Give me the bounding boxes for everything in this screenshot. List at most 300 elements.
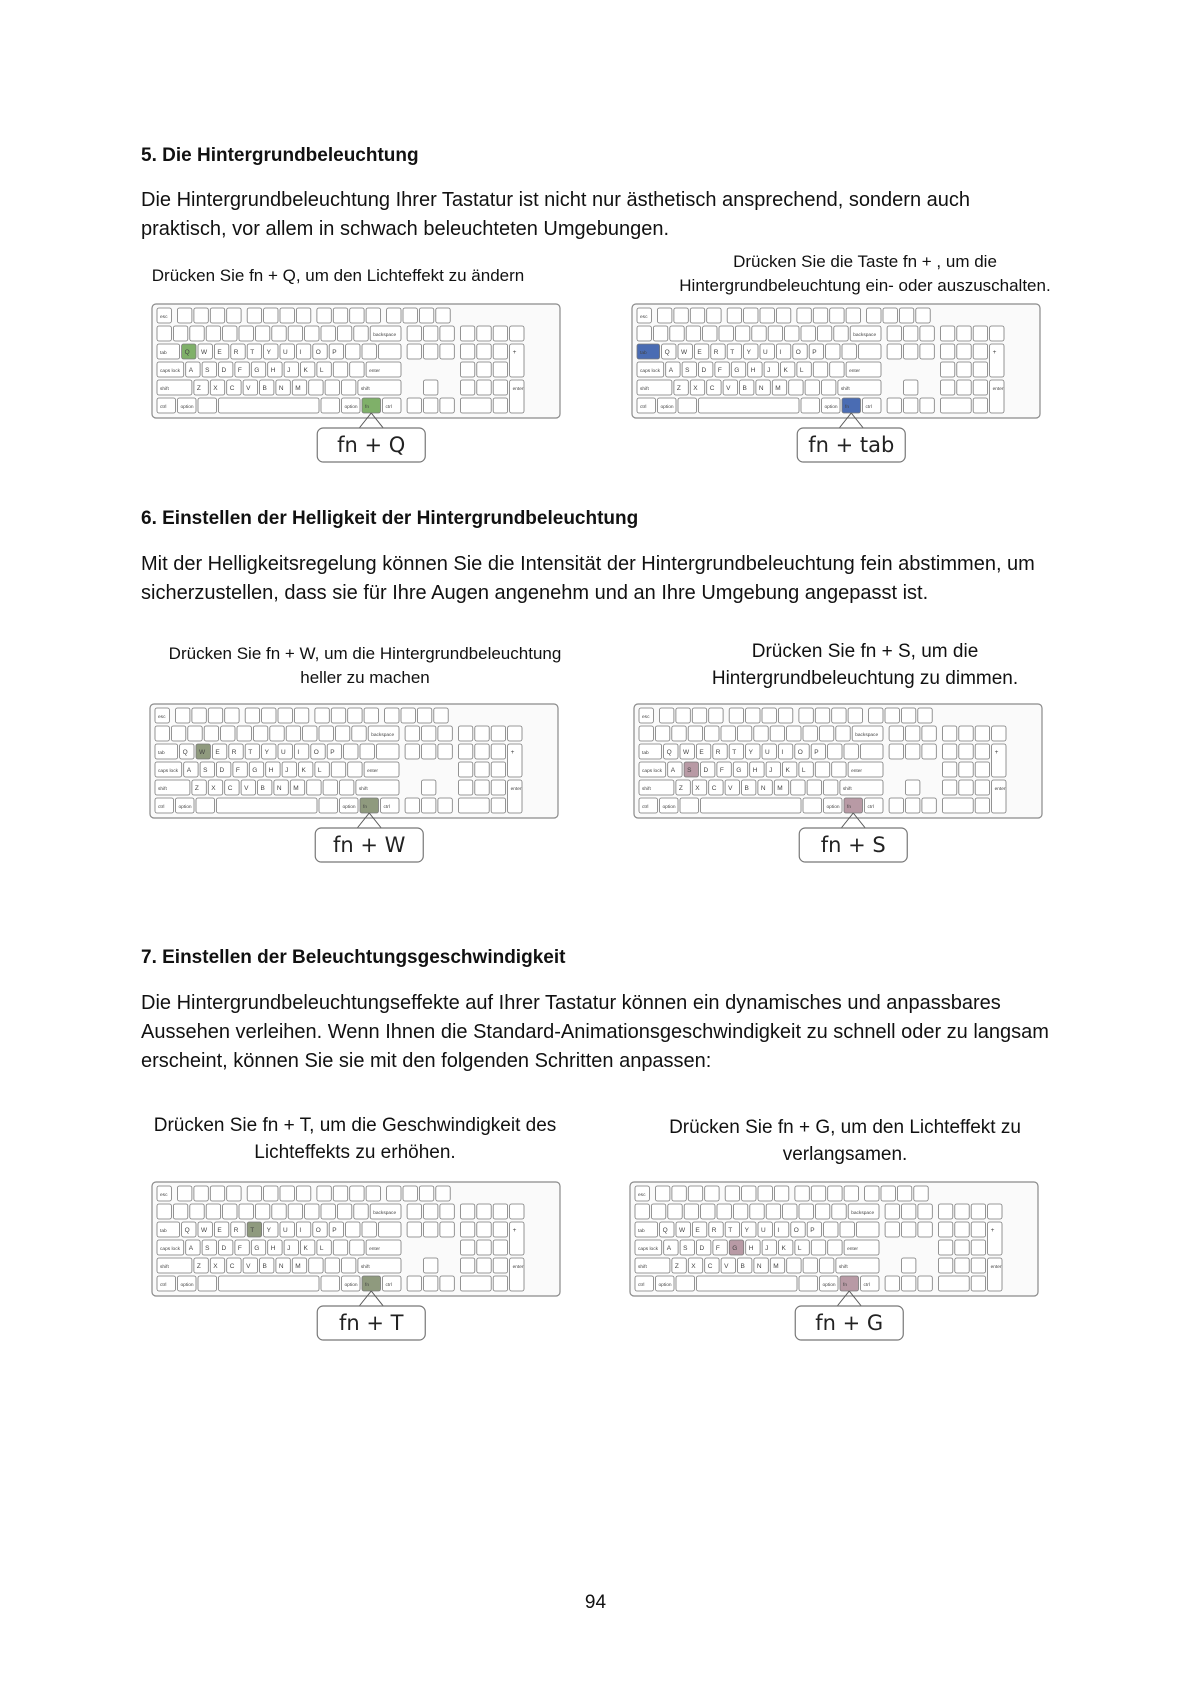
key bbox=[975, 780, 989, 795]
key-legend: Z bbox=[196, 385, 201, 392]
key bbox=[955, 1222, 969, 1237]
key bbox=[701, 1204, 715, 1219]
key bbox=[906, 726, 920, 741]
key-legend: K bbox=[781, 1245, 786, 1252]
key bbox=[735, 326, 749, 341]
key bbox=[656, 1186, 670, 1201]
key bbox=[705, 726, 719, 741]
key-legend: D bbox=[703, 767, 709, 774]
key bbox=[239, 1204, 253, 1219]
key bbox=[424, 1204, 438, 1219]
key bbox=[776, 308, 790, 323]
key bbox=[885, 1276, 899, 1291]
key bbox=[198, 1276, 217, 1291]
key bbox=[916, 308, 930, 323]
key bbox=[305, 1204, 319, 1219]
key bbox=[239, 326, 253, 341]
key bbox=[658, 308, 672, 323]
key bbox=[885, 1204, 899, 1219]
key-legend: Z bbox=[676, 385, 681, 392]
page-number: 94 bbox=[584, 1592, 607, 1613]
key-legend: ctrl bbox=[638, 1283, 645, 1288]
key bbox=[971, 1222, 985, 1237]
key bbox=[902, 1276, 916, 1291]
key bbox=[424, 326, 438, 341]
key bbox=[684, 1204, 698, 1219]
key bbox=[280, 1186, 294, 1201]
key bbox=[237, 726, 251, 741]
key-legend: X bbox=[213, 1263, 218, 1270]
key-legend: enter bbox=[849, 369, 861, 374]
key bbox=[333, 308, 347, 323]
key-legend: option bbox=[180, 405, 194, 410]
key-legend: R bbox=[715, 749, 721, 756]
key bbox=[458, 798, 489, 813]
key-legend: ctrl bbox=[160, 405, 167, 410]
key-legend: W bbox=[199, 749, 206, 756]
key-legend: caps lock bbox=[640, 369, 660, 374]
key bbox=[366, 1186, 380, 1201]
key bbox=[272, 326, 286, 341]
key bbox=[971, 1258, 985, 1273]
key bbox=[337, 1204, 351, 1219]
key bbox=[376, 744, 399, 759]
key-legend: H bbox=[270, 1245, 276, 1252]
key bbox=[460, 1204, 474, 1219]
key bbox=[342, 1258, 356, 1273]
key bbox=[190, 1204, 204, 1219]
key bbox=[317, 1186, 331, 1201]
key-legend: tab bbox=[160, 351, 167, 356]
key bbox=[655, 726, 669, 741]
key bbox=[653, 326, 667, 341]
key bbox=[255, 1204, 269, 1219]
key bbox=[815, 708, 829, 723]
key-legend: + bbox=[510, 749, 515, 756]
key bbox=[957, 326, 971, 341]
key bbox=[403, 1186, 417, 1201]
key-legend: enter bbox=[990, 1265, 1002, 1270]
key-legend: D bbox=[699, 1245, 705, 1252]
key-legend: S bbox=[685, 367, 690, 374]
key bbox=[883, 308, 897, 323]
key bbox=[787, 726, 801, 741]
key bbox=[707, 308, 721, 323]
key-legend: K bbox=[301, 767, 306, 774]
key bbox=[824, 780, 838, 795]
key bbox=[901, 708, 915, 723]
key bbox=[366, 308, 380, 323]
key bbox=[491, 744, 505, 759]
key bbox=[904, 344, 918, 359]
key bbox=[360, 744, 374, 759]
key-legend: tab bbox=[640, 351, 647, 356]
key bbox=[830, 362, 844, 377]
key-legend: E bbox=[217, 1227, 222, 1234]
key-legend: tab bbox=[158, 751, 165, 756]
key bbox=[803, 798, 822, 813]
key-legend: N bbox=[276, 785, 282, 792]
key-legend: Q bbox=[662, 1227, 668, 1234]
key bbox=[938, 1258, 952, 1273]
key bbox=[419, 308, 433, 323]
key bbox=[219, 1276, 320, 1291]
key-legend: G bbox=[254, 367, 260, 374]
key-legend: K bbox=[303, 1245, 308, 1252]
key bbox=[288, 1204, 302, 1219]
key-legend: F bbox=[235, 767, 240, 774]
key-legend: J bbox=[287, 367, 291, 374]
key-legend: P bbox=[332, 1227, 337, 1234]
key bbox=[460, 398, 491, 413]
key bbox=[904, 398, 918, 413]
section-7-heading: 7. Einstellen der Beleuchtungsgeschwindigkeit bbox=[141, 947, 566, 968]
key bbox=[270, 726, 284, 741]
key bbox=[385, 708, 399, 723]
key bbox=[701, 798, 802, 813]
key bbox=[333, 1186, 347, 1201]
key-legend: T bbox=[730, 349, 735, 356]
key bbox=[889, 744, 903, 759]
key-legend: shift bbox=[640, 387, 649, 392]
key-legend: H bbox=[748, 1245, 754, 1252]
key bbox=[206, 326, 220, 341]
key bbox=[458, 780, 472, 795]
key bbox=[813, 362, 827, 377]
key bbox=[940, 398, 971, 413]
key bbox=[815, 762, 829, 777]
key bbox=[938, 1276, 969, 1291]
key-legend: Y bbox=[748, 749, 753, 756]
key bbox=[889, 726, 903, 741]
key-legend: N bbox=[278, 385, 284, 392]
key bbox=[194, 308, 208, 323]
key-legend: esc bbox=[642, 715, 650, 720]
key bbox=[337, 326, 351, 341]
key-enter bbox=[988, 1258, 1002, 1291]
key bbox=[799, 708, 813, 723]
key bbox=[959, 744, 973, 759]
key bbox=[460, 1240, 474, 1255]
key-legend: J bbox=[767, 367, 771, 374]
figure-caption-fn-s: Drücken Sie fn + S, um die Hintergrundbeleuchtung zu dimmen. bbox=[711, 641, 1019, 689]
key bbox=[988, 1204, 1002, 1219]
key bbox=[321, 398, 340, 413]
key bbox=[303, 726, 317, 741]
key-legend: Z bbox=[674, 1263, 679, 1270]
key-combo-label: fn + W bbox=[333, 833, 406, 857]
key-legend: X bbox=[211, 785, 216, 792]
key-legend: option bbox=[662, 805, 676, 810]
key bbox=[440, 1204, 454, 1219]
key-legend: T bbox=[732, 749, 737, 756]
key-legend: enter bbox=[367, 769, 379, 774]
key-legend: C bbox=[709, 385, 715, 392]
key-legend: U bbox=[765, 749, 770, 756]
key-legend: caps lock bbox=[160, 369, 180, 374]
key-legend: A bbox=[186, 767, 192, 774]
key bbox=[272, 1204, 286, 1219]
key-legend: shift bbox=[160, 387, 169, 392]
key bbox=[460, 1276, 491, 1291]
key bbox=[942, 762, 956, 777]
key-legend: shift bbox=[642, 787, 651, 792]
key bbox=[637, 326, 651, 341]
key-combo-label: fn + tab bbox=[808, 433, 895, 457]
key bbox=[918, 708, 932, 723]
key bbox=[194, 1186, 208, 1201]
key bbox=[824, 1222, 838, 1237]
key bbox=[319, 798, 338, 813]
key-legend: ctrl bbox=[865, 405, 872, 410]
key bbox=[703, 326, 717, 341]
keyboard-diagram-fn-q bbox=[150, 302, 562, 477]
key bbox=[940, 344, 954, 359]
key-legend: A bbox=[670, 767, 676, 774]
key bbox=[493, 1240, 507, 1255]
key bbox=[971, 1276, 985, 1291]
key bbox=[477, 362, 491, 377]
key bbox=[221, 726, 235, 741]
key bbox=[196, 798, 215, 813]
key-legend: + bbox=[994, 749, 999, 756]
key-legend: backspace bbox=[853, 333, 877, 338]
key bbox=[315, 708, 329, 723]
key bbox=[188, 726, 202, 741]
key bbox=[493, 1204, 507, 1219]
key-legend: A bbox=[666, 1245, 672, 1252]
key bbox=[832, 708, 846, 723]
key-legend: fn bbox=[363, 805, 368, 810]
key bbox=[906, 780, 920, 795]
key-legend: backspace bbox=[373, 333, 397, 338]
key bbox=[717, 1204, 731, 1219]
key-legend: Q bbox=[182, 749, 188, 756]
key-legend: P bbox=[814, 749, 819, 756]
key-legend: ctrl bbox=[385, 405, 392, 410]
key bbox=[419, 1186, 433, 1201]
key-legend: K bbox=[303, 367, 308, 374]
key bbox=[721, 726, 735, 741]
key-legend: G bbox=[252, 767, 258, 774]
key bbox=[668, 1204, 682, 1219]
key bbox=[475, 780, 489, 795]
key bbox=[957, 362, 971, 377]
key-legend: L bbox=[799, 367, 804, 374]
key bbox=[340, 780, 354, 795]
key-legend: ctrl bbox=[867, 805, 874, 810]
key bbox=[344, 744, 358, 759]
key-legend: T bbox=[248, 749, 253, 756]
key bbox=[885, 708, 899, 723]
key-legend: Y bbox=[746, 349, 751, 356]
key-legend: option bbox=[826, 805, 840, 810]
key bbox=[832, 1204, 846, 1219]
key-legend: U bbox=[761, 1227, 766, 1234]
key-legend: C bbox=[229, 385, 235, 392]
key-legend: P bbox=[332, 349, 337, 356]
key bbox=[508, 726, 522, 741]
key bbox=[407, 398, 421, 413]
key-legend: E bbox=[697, 349, 702, 356]
key bbox=[460, 326, 474, 341]
key bbox=[309, 1258, 323, 1273]
key-legend: V bbox=[724, 1263, 729, 1270]
key bbox=[348, 762, 362, 777]
key bbox=[783, 1204, 797, 1219]
key bbox=[848, 708, 862, 723]
key bbox=[803, 1258, 817, 1273]
key bbox=[477, 1222, 491, 1237]
key bbox=[846, 308, 860, 323]
key-legend: D bbox=[221, 367, 227, 374]
key bbox=[860, 744, 883, 759]
key-legend: ctrl bbox=[863, 1283, 870, 1288]
key bbox=[321, 326, 335, 341]
key bbox=[914, 1186, 928, 1201]
key-legend: O bbox=[793, 1227, 799, 1234]
key-legend: option bbox=[344, 405, 358, 410]
key bbox=[350, 1240, 364, 1255]
key-legend: J bbox=[285, 767, 289, 774]
key bbox=[787, 1258, 801, 1273]
section-5-paragraph: Die Hintergrundbeleuchtung Ihrer Tastatur ist nicht nur ästhetisch ansprechend, sondern auch praktisch, vor allem in schwach beleuchteten Umgebungen. bbox=[141, 189, 971, 240]
key bbox=[902, 1258, 916, 1273]
key-legend: esc bbox=[158, 715, 166, 720]
key bbox=[766, 1204, 780, 1219]
key bbox=[460, 1258, 474, 1273]
key-legend: W bbox=[201, 349, 208, 356]
key-legend: ctrl bbox=[642, 805, 649, 810]
key-legend: B bbox=[744, 785, 749, 792]
key bbox=[719, 326, 733, 341]
key bbox=[460, 380, 474, 395]
key-legend: tab bbox=[638, 1229, 645, 1234]
key bbox=[975, 726, 989, 741]
key bbox=[436, 1186, 450, 1201]
key bbox=[493, 344, 507, 359]
key bbox=[971, 1204, 985, 1219]
key-legend: B bbox=[262, 1263, 267, 1270]
key bbox=[869, 708, 883, 723]
figure-caption-fn-w: Drücken Sie fn + W, um die Hintergrundbeleuchtung heller zu machen bbox=[168, 644, 562, 687]
key bbox=[762, 708, 776, 723]
key-legend: P bbox=[812, 349, 817, 356]
key-legend: U bbox=[283, 349, 288, 356]
key bbox=[887, 398, 901, 413]
key bbox=[350, 1186, 364, 1201]
key bbox=[245, 708, 259, 723]
key bbox=[477, 1240, 491, 1255]
key bbox=[264, 308, 278, 323]
key-legend: enter bbox=[847, 1247, 859, 1252]
key-legend: P bbox=[810, 1227, 815, 1234]
key-legend: U bbox=[281, 749, 286, 756]
key bbox=[922, 726, 936, 741]
keyboard-diagram-fn-s bbox=[632, 702, 1044, 877]
key-legend: ctrl bbox=[640, 405, 647, 410]
key-legend: backspace bbox=[851, 1211, 875, 1216]
key bbox=[493, 1258, 507, 1273]
key bbox=[674, 308, 688, 323]
key bbox=[350, 308, 364, 323]
key bbox=[422, 744, 436, 759]
key bbox=[323, 780, 337, 795]
key bbox=[688, 1186, 702, 1201]
key bbox=[791, 780, 805, 795]
key-legend: + bbox=[512, 349, 517, 356]
key-legend: Y bbox=[266, 1227, 271, 1234]
key bbox=[319, 726, 333, 741]
key bbox=[424, 344, 438, 359]
key-legend: Z bbox=[196, 1263, 201, 1270]
key bbox=[922, 798, 936, 813]
key bbox=[210, 1186, 224, 1201]
key bbox=[227, 308, 241, 323]
key bbox=[436, 308, 450, 323]
key bbox=[686, 326, 700, 341]
key bbox=[805, 380, 819, 395]
key bbox=[493, 1222, 507, 1237]
section-6-paragraph: Mit der Helligkeitsregelung können Sie die Intensität der Hintergrundbeleuchtung fein abstimmen, um sicherzustellen, dass sie für Ihre Augen angenehm und an Ihre Umgebung angepasst ist. bbox=[141, 553, 1035, 604]
key-legend: enter bbox=[992, 387, 1004, 392]
key bbox=[918, 1276, 932, 1291]
key-legend: + bbox=[990, 1227, 995, 1234]
key-legend: I bbox=[777, 1227, 780, 1234]
key bbox=[438, 726, 452, 741]
key bbox=[799, 1276, 818, 1291]
key-legend: fn bbox=[847, 805, 852, 810]
key-legend: A bbox=[668, 367, 674, 374]
key bbox=[938, 1240, 952, 1255]
key-legend: enter bbox=[510, 787, 522, 792]
key bbox=[840, 1222, 854, 1237]
section-7-paragraph: Die Hintergrundbeleuchtungseffekte auf Ihrer Tastatur können ein dynamisches und anpassbares Aussehen verleihen. Wenn Ihnen die Standard-Animationsgeschwindigkeit zu schnell oder zu langsam erscheint, können Sie sie mit den folgenden Schritten anpassen: bbox=[141, 992, 1049, 1072]
key bbox=[813, 308, 827, 323]
key-legend: L bbox=[319, 367, 324, 374]
key bbox=[940, 380, 954, 395]
key-legend: shift bbox=[838, 1265, 848, 1270]
key-combo-label: fn + S bbox=[820, 833, 886, 857]
key bbox=[305, 326, 319, 341]
key bbox=[219, 398, 320, 413]
key-legend: shift bbox=[360, 387, 370, 392]
keyboard-diagram-fn-tab bbox=[630, 302, 1042, 477]
key bbox=[510, 326, 524, 341]
key bbox=[493, 398, 507, 413]
key bbox=[278, 708, 292, 723]
key-legend: enter bbox=[369, 1247, 381, 1252]
key bbox=[971, 1240, 985, 1255]
key-legend: enter bbox=[994, 787, 1006, 792]
key-legend: + bbox=[992, 349, 997, 356]
key-legend: C bbox=[227, 785, 233, 792]
key bbox=[475, 744, 489, 759]
key-legend: M bbox=[293, 785, 299, 792]
key bbox=[346, 1222, 360, 1237]
key bbox=[959, 726, 973, 741]
key bbox=[942, 798, 973, 813]
key-legend: H bbox=[750, 367, 756, 374]
key-legend: option bbox=[824, 405, 838, 410]
key-legend: caps lock bbox=[638, 1247, 658, 1252]
key bbox=[820, 1258, 834, 1273]
key bbox=[955, 1258, 969, 1273]
key-legend: option bbox=[178, 805, 192, 810]
key bbox=[460, 344, 474, 359]
key bbox=[822, 380, 836, 395]
key-legend: ctrl bbox=[158, 805, 165, 810]
